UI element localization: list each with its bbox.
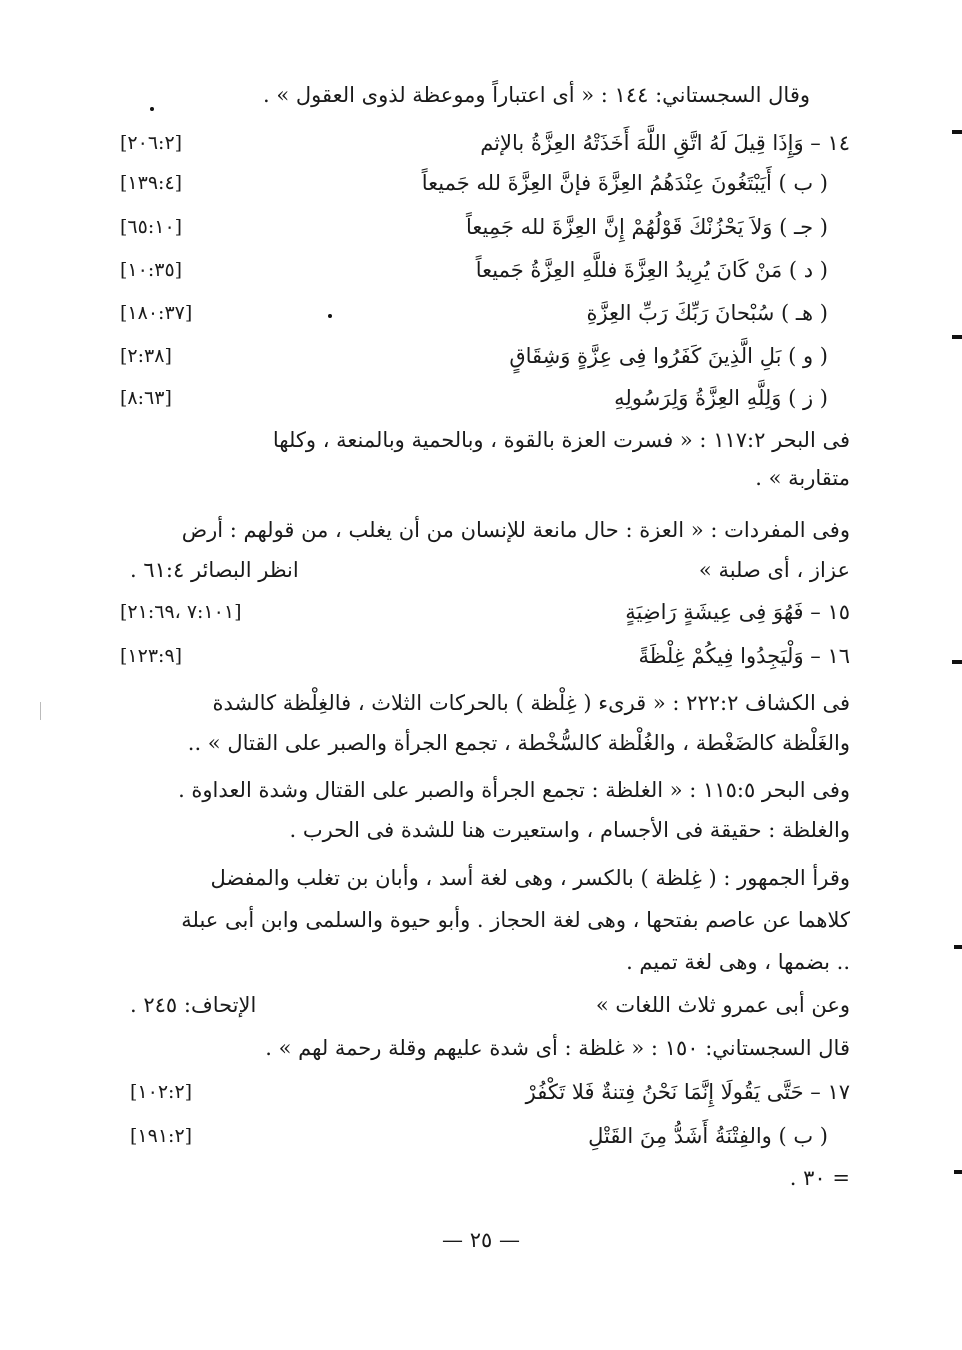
verse-reference: [٢:٣٨] — [120, 345, 172, 367]
verse-text: ( هـ ) سُبْحانَ رَبِّكَ رَبِّ العِزَّةِ — [586, 301, 828, 325]
line-text: فى الكشاف ٢٢٢:٢ : « قرىء ( غِلْظة ) بالحركات الثلاث ، فالغِلْظة كالشدة — [212, 691, 850, 715]
text-line — [120, 420, 850, 460]
verse-text: ١٤ – وَإِذَا قِيلَ لَهُ اتَّقِ اللَّهَ أَخَذَتْهُ العِزَّةُ بالإثم — [480, 131, 850, 155]
line-text: .. بضمها ، وهى لغة تميم . — [626, 950, 850, 974]
text-line — [120, 770, 850, 810]
line-text: وعن أبى عمرو ثلاث اللغات » — [595, 993, 850, 1017]
line-text: فى البحر ١١٧:٢ : « فسرت العزة بالقوة ، وبالحمية وبالمنعة ، وكلها — [272, 428, 850, 452]
verse-text: ( ب ) والفِتْنَةُ أَشَدُّ مِنَ القَتْلِ — [588, 1124, 828, 1148]
line-text: متقاربة » . — [755, 466, 850, 490]
line-text: وفى البحر ١١٥:٥ : « الغلظة : تجمع الجرأة والصبر على القتال وشدة العداوة . — [178, 778, 850, 802]
verse-line — [120, 293, 850, 333]
verse-reference: [١٣٩:٤] — [120, 172, 183, 194]
page-number: — ٢٥ — — [442, 1228, 520, 1252]
verse-text: ( د ) مَنْ كَانَ يُرِيدُ العِزَّةَ فللَّهِ العِزَّةُ جَميعاً — [475, 258, 828, 282]
verse-line — [120, 163, 850, 203]
verse-text: ( جـ ) وَلاَ يَحْزُنْكَ قَوْلُهُمْ إِنَّ العِزَّةَ لله جَمِيعاً — [466, 215, 828, 239]
scan-line — [40, 702, 41, 720]
text-line — [120, 810, 850, 850]
line-text: عزاز ، أى صلبة » — [698, 558, 850, 582]
verse-reference: [٧:١٠١ ،٢١:٦٩] — [120, 601, 242, 623]
scan-mark — [952, 335, 962, 339]
verse-reference: [١٠٢:٢] — [130, 1081, 193, 1103]
verse-line — [120, 378, 850, 418]
verse-reference: [١٢٣:٩] — [120, 645, 183, 667]
text-line — [120, 683, 850, 723]
verse-line — [120, 1116, 850, 1156]
verse-line — [120, 592, 850, 632]
text-line — [120, 1158, 850, 1198]
verse-line — [120, 250, 850, 290]
verse-reference: [٦٥:١٠] — [120, 216, 183, 238]
verse-reference: [١٠:٣٥] — [120, 259, 183, 281]
text-line — [120, 1028, 850, 1068]
line-text: والغلظة : حقيقة فى الأجسام ، واستعيرت هنا للشدة فى الحرب . — [289, 818, 850, 842]
line-text: كلاهما عن عاصم بفتحها ، وهى لغة الحجاز . وأبو حيوة والسلمى وابن أبى عبلة — [181, 908, 850, 932]
verse-line — [120, 123, 850, 163]
line-text: = ٣٠ . — [789, 1166, 850, 1190]
text-line — [120, 510, 850, 550]
source-reference: انظر البصائر ٦١:٤ . — [130, 558, 299, 582]
verse-line — [120, 207, 850, 247]
verse-text: ١٦ – وَلْيَجِدُوا فِيكُمْ غِلْظَةً — [638, 644, 850, 668]
verse-text: ( ز ) وَلِلَّهِ العِزَّةُ وَلِرَسُولِهِ — [614, 386, 828, 410]
text-line — [120, 942, 850, 982]
scan-speck — [150, 107, 154, 111]
verse-reference: [٢٠٦:٢] — [120, 132, 183, 154]
line-text: قال السجستاني: ١٥٠ : « غلظة : أى شدة عليهم وقلة رحمة لهم » . — [265, 1036, 850, 1060]
line-text: وقرأ الجمهور : ( غِلظة ) بالكسر ، وهى لغة أسد ، وأبان بن تغلب والمفضل — [210, 866, 850, 890]
verse-line — [120, 1072, 850, 1112]
verse-reference: [١٨٠:٣٧] — [120, 302, 193, 324]
verse-text: ( و ) بَلِ الَّذِينَ كَفَرُوا فِى عِزَّةٍ وَشِقَاقٍ — [509, 344, 828, 368]
scan-mark — [954, 945, 962, 949]
line-text: وفى المفردات : « العزة : حال مانعة للإنسان من أن يغلب ، من قولهم : أرض — [181, 518, 850, 542]
verse-reference: [٨:٦٣] — [120, 387, 172, 409]
source-reference: الإتحاف: ٢٤٥ . — [130, 993, 257, 1017]
line-text: والغَلْظة كالضَغْطة ، والغُلْظة كالسُّخْطة ، تجمع الجرأة والصبر على القتال » .. — [187, 731, 850, 755]
scan-mark — [952, 130, 962, 134]
text-line — [120, 550, 850, 590]
text-line — [120, 723, 850, 763]
verse-line — [120, 336, 850, 376]
text-line — [120, 75, 850, 115]
text-line — [120, 985, 850, 1025]
scan-mark — [952, 660, 962, 664]
verse-text: ١٥ – فَهُوَ فِى عِيشَةٍ رَاضِيَةٍ — [625, 600, 850, 624]
verse-line — [120, 636, 850, 676]
scan-speck — [328, 314, 332, 318]
verse-text: ١٧ – حَتَّى يَقُولَا إِنَّمَا نَحْنُ فِتنةٌ فَلا تَكْفُرْ — [525, 1080, 850, 1104]
line-text: وقال السجستاني: ١٤٤ : « أى اعتباراً وموعظة لذوى العقول » . — [262, 83, 810, 107]
scan-mark — [954, 1170, 962, 1174]
text-line — [120, 900, 850, 940]
verse-reference: [١٩١:٢] — [130, 1125, 193, 1147]
text-line — [120, 458, 850, 498]
verse-text: ( ب ) أَيَبْتَغُونَ عِنْدَهُمُ العِزَّةَ فإنَّ العِزَّةَ لله جَميعاً — [421, 171, 828, 195]
text-line — [120, 858, 850, 898]
